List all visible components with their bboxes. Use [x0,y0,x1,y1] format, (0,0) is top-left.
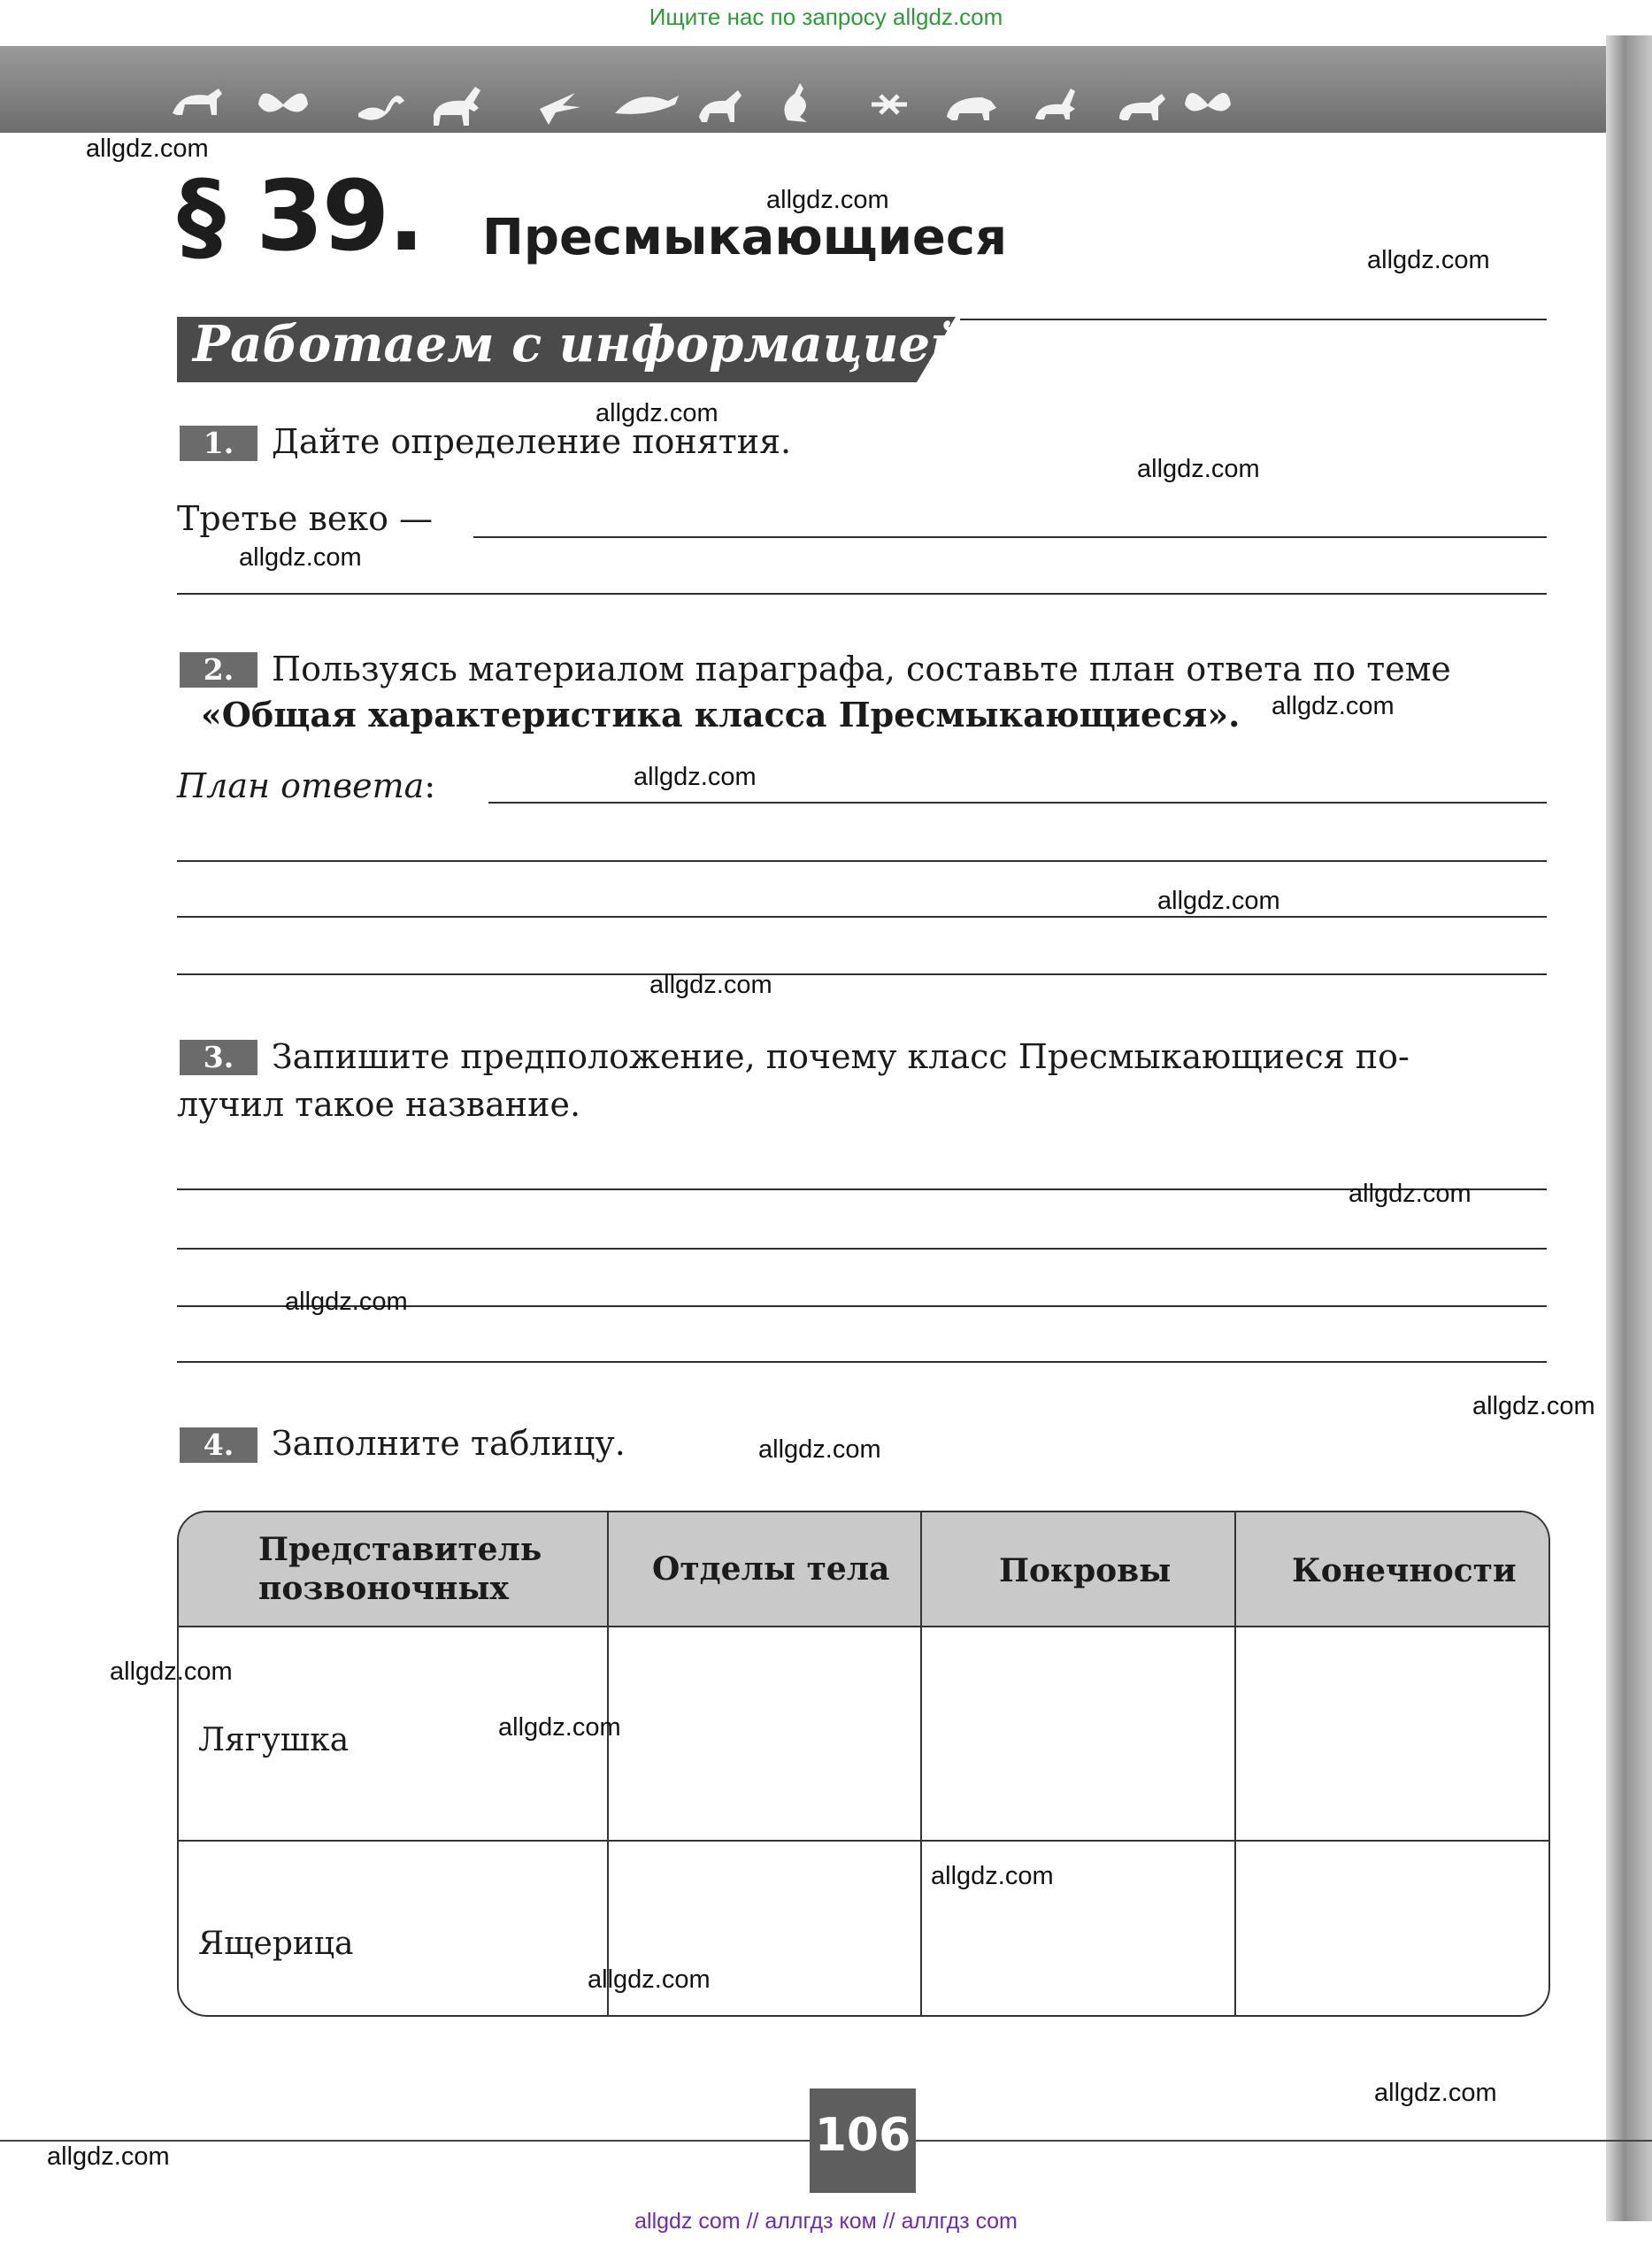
footer-links[interactable]: allgdz com // аллгдз ком // аллгдз com [634,2209,1018,2234]
boar-icon [947,97,996,120]
bull-icon [173,88,222,115]
table-header-body-parts: Отделы тела [652,1550,890,1588]
table-row-divider [179,1626,1548,1627]
watermark: allgdz.com [766,186,889,214]
answer-line[interactable] [177,593,1547,595]
watermark: allgdz.com [1137,455,1260,483]
answer-line[interactable] [177,916,1547,918]
answer-line[interactable] [177,1188,1547,1190]
table-row-frog: Лягушка [198,1722,350,1758]
antelope-icon [1035,88,1075,119]
section-number: § 39. [177,159,424,273]
watermark: allgdz.com [285,1288,408,1316]
answer-line[interactable] [177,860,1547,862]
kangaroo-icon [784,83,807,122]
task-1-text: Дайте определение понятия. [272,422,792,461]
plan-label-colon: : [424,766,436,805]
watermark: allgdz.com [758,1435,881,1464]
table-column-divider [607,1512,609,2015]
watermark: allgdz.com [110,1658,233,1686]
watermark: allgdz.com [931,1862,1054,1890]
task-2-line-1: Пользуясь материалом параграфа, составьте план ответа по теме [272,650,1451,688]
answer-line[interactable] [177,1361,1547,1363]
watermark: allgdz.com [1472,1392,1595,1420]
task-1-term-label: Третье веко — [177,499,434,538]
watermark: allgdz.com [1157,887,1280,915]
butterfly-icon [258,94,308,112]
horse-icon [1119,94,1165,120]
goat-icon [699,90,741,122]
task-4-text: Заполните таблицу. [272,1424,626,1463]
watermark: allgdz.com [86,135,209,163]
table-column-divider [1234,1512,1236,2015]
heading-underline [960,319,1547,320]
answer-line[interactable] [488,802,1547,804]
task-2-number: 2. [180,652,257,688]
table-column-divider [920,1512,922,2015]
task-3-number: 3. [180,1040,257,1075]
watermark: allgdz.com [239,543,362,572]
table-header-integument: Покровы [999,1552,1172,1589]
watermark: allgdz.com [1367,246,1490,274]
watermark: allgdz.com [595,399,718,427]
scorpion-icon [358,96,404,119]
reptile-table [177,1511,1550,2017]
table-header-representative [258,1530,542,1608]
page-number: 106 [814,2109,911,2162]
dolphin-icon [615,96,679,114]
book-spine-shadow [1606,35,1652,2221]
task-3-line-1: Запишите предположение, почему класс Пресмыкающиеся по- [272,1037,1410,1076]
answer-line[interactable] [473,536,1547,538]
watermark: allgdz.com [1348,1180,1471,1208]
dragonfly-icon [872,96,907,113]
plan-label [177,763,435,809]
top-search-note[interactable]: Ищите нас по запросу allgdz.com [649,4,1003,30]
moth-icon [1185,93,1231,112]
answer-line[interactable] [177,1248,1547,1250]
deer-icon [434,87,480,126]
watermark: allgdz.com [588,1965,711,1994]
watermark: allgdz.com [1374,2079,1497,2107]
animal-silhouettes-decoration [168,78,1548,131]
answer-line[interactable] [177,973,1547,975]
watermark: allgdz.com [649,971,772,999]
section-title: Пресмыкающиеся [482,209,1008,266]
watermark: allgdz.com [634,763,757,791]
plan-label-text: План ответа [177,766,425,805]
table-header-limbs: Конечности [1292,1552,1517,1589]
task-4-number: 4. [180,1427,257,1463]
task-2-line-2: «Общая характеристика класса Пресмыкающиеся». [201,695,1241,735]
watermark: allgdz.com [47,2142,170,2171]
table-row-divider [179,1840,1548,1842]
watermark: allgdz.com [1272,692,1395,720]
task-3-line-2: лучил такое название. [177,1085,581,1124]
bird-icon [540,93,580,125]
table-header-line: позвоночных [258,1570,509,1607]
task-1-number: 1. [180,426,257,461]
watermark: allgdz.com [498,1713,621,1742]
table-row-lizard: Ящерица [198,1926,354,1962]
table-header-line: Представитель [258,1531,542,1568]
work-banner-title: Работаем с информацией [193,315,966,373]
